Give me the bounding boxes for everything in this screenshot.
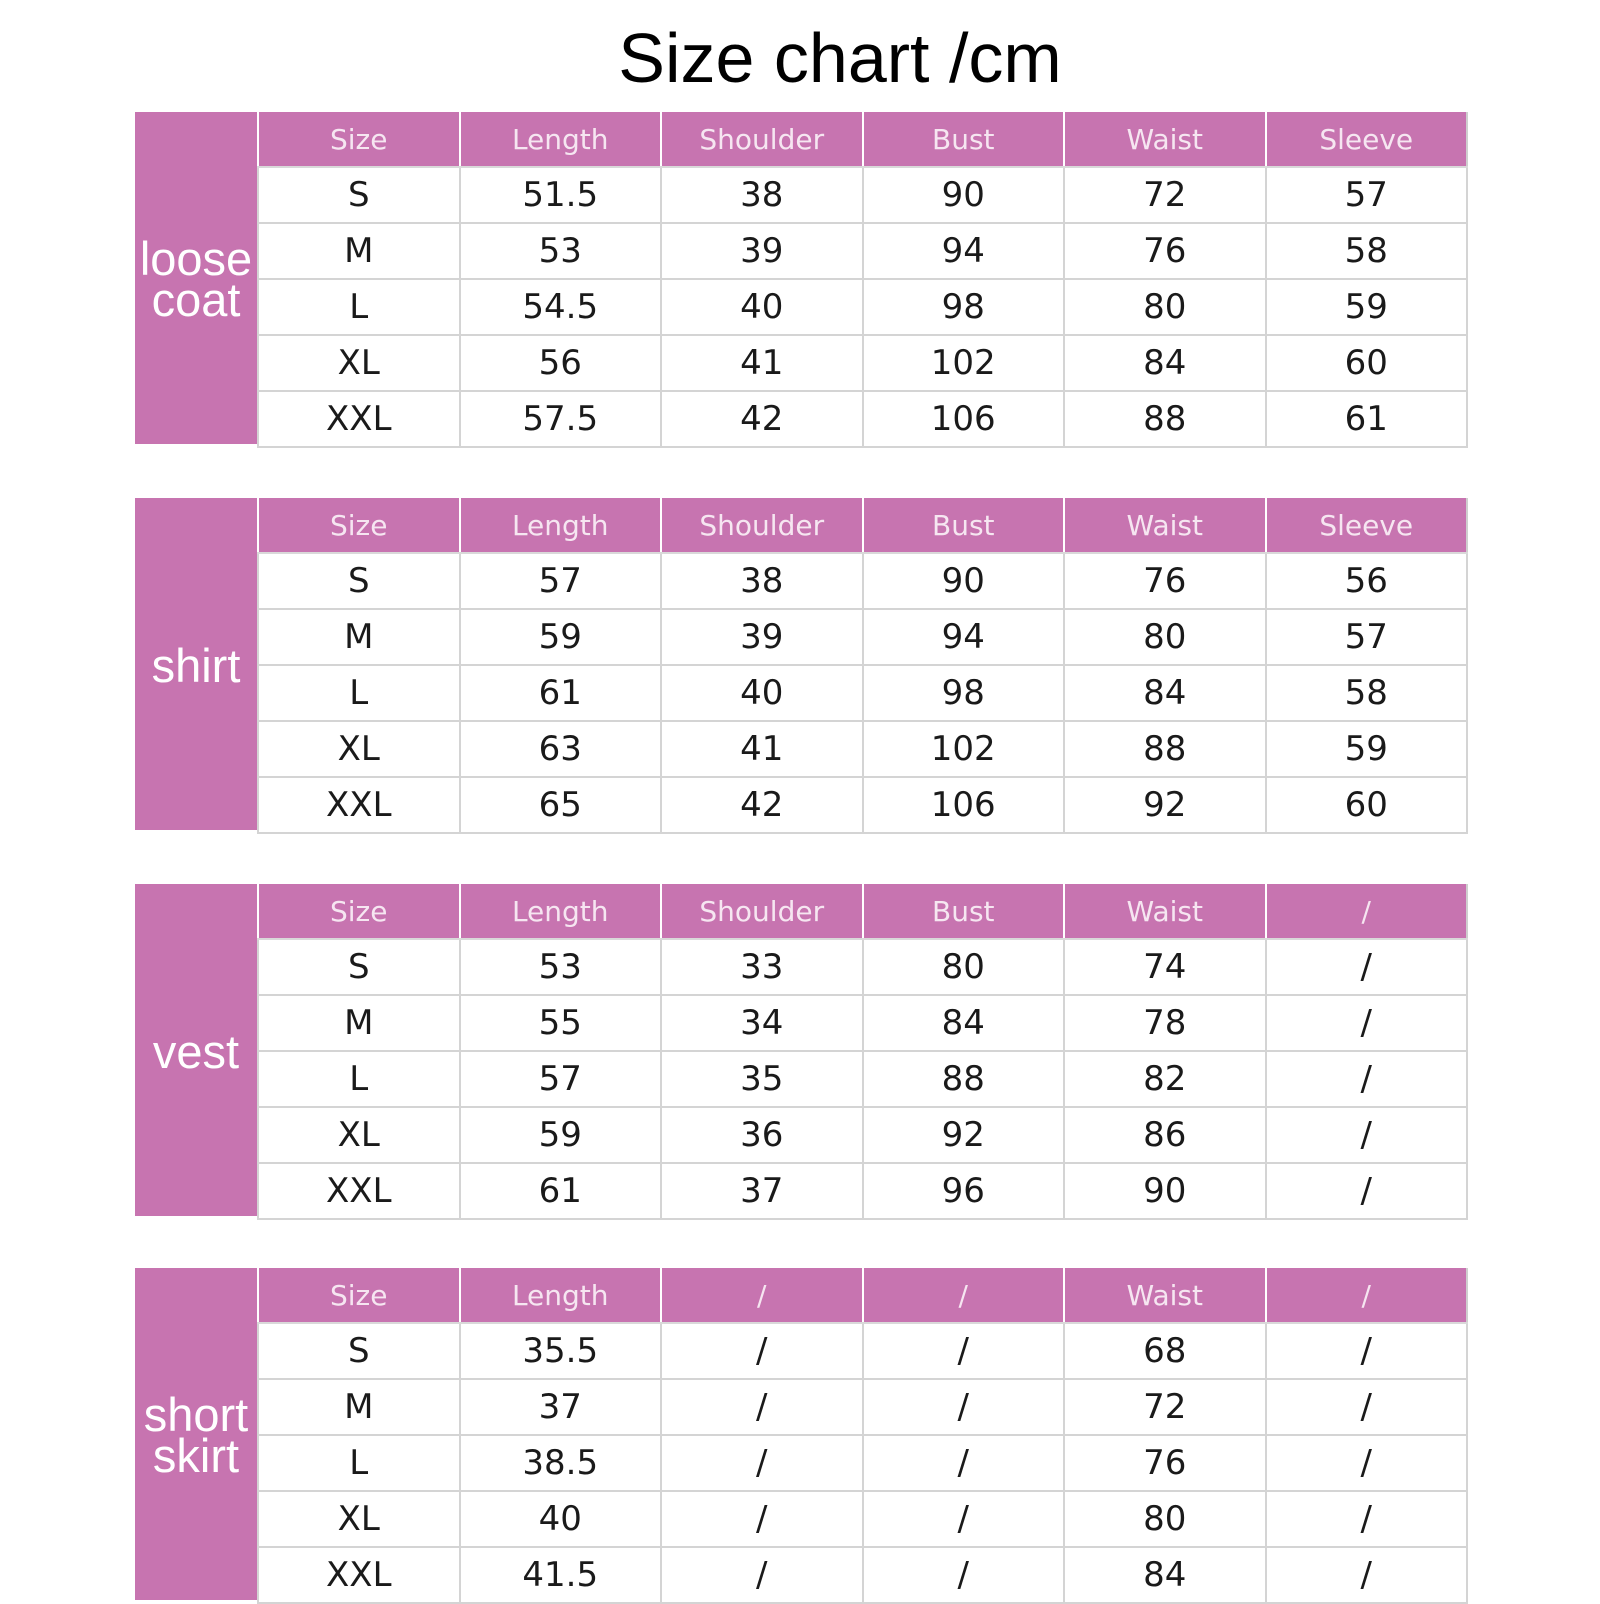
column-header: Waist — [1064, 112, 1266, 167]
column-header: Waist — [1064, 884, 1266, 939]
table-row — [258, 1547, 1467, 1603]
table-cell: / — [1266, 1051, 1468, 1107]
table-row — [258, 1435, 1467, 1491]
table-cell: 53 — [460, 939, 662, 995]
table-row — [258, 1051, 1467, 1107]
table-cell: 57.5 — [460, 391, 662, 447]
table-row — [258, 777, 1467, 833]
table-cell: 84 — [1064, 665, 1266, 721]
table-cell: 59 — [460, 1107, 662, 1163]
table-cell: XXL — [258, 1547, 460, 1603]
table-cell: M — [258, 1379, 460, 1435]
table-cell: 98 — [863, 279, 1065, 335]
column-header: / — [1266, 884, 1468, 939]
size-table-block-short-skirt — [135, 1268, 1468, 1600]
table-cell: 61 — [460, 665, 662, 721]
table-cell: 94 — [863, 609, 1065, 665]
table-cell: M — [258, 223, 460, 279]
table-cell: 80 — [1064, 609, 1266, 665]
table-row — [258, 335, 1467, 391]
table-cell: 90 — [1064, 1163, 1266, 1219]
table-cell: 74 — [1064, 939, 1266, 995]
table-cell: 60 — [1266, 335, 1468, 391]
table-cell: S — [258, 939, 460, 995]
column-header: Length — [460, 884, 662, 939]
table-cell: 86 — [1064, 1107, 1266, 1163]
table-cell: 72 — [1064, 167, 1266, 223]
table-cell: 90 — [863, 553, 1065, 609]
column-header: Bust — [863, 498, 1065, 553]
table-cell: / — [1266, 995, 1468, 1051]
column-header: Sleeve — [1266, 498, 1468, 553]
table-header-row — [258, 884, 1467, 939]
table-cell: 76 — [1064, 553, 1266, 609]
table-cell: 56 — [460, 335, 662, 391]
table-cell: XXL — [258, 391, 460, 447]
column-header: Length — [460, 498, 662, 553]
table-cell: 55 — [460, 995, 662, 1051]
table-cell: XL — [258, 1107, 460, 1163]
table-cell: 84 — [1064, 335, 1266, 391]
size-table — [257, 1268, 1468, 1604]
block-label: vest — [135, 884, 257, 1216]
table-cell: 57 — [1266, 167, 1468, 223]
table-cell: 35.5 — [460, 1323, 662, 1379]
table-cell: 80 — [1064, 1491, 1266, 1547]
table-cell: / — [661, 1491, 863, 1547]
column-header: Sleeve — [1266, 112, 1468, 167]
table-cell: L — [258, 279, 460, 335]
table-cell: 56 — [1266, 553, 1468, 609]
table-cell: S — [258, 167, 460, 223]
block-label: shirt — [135, 498, 257, 830]
table-cell: 40 — [460, 1491, 662, 1547]
column-header: Size — [258, 1268, 460, 1323]
table-cell: 90 — [863, 167, 1065, 223]
table-cell: / — [1266, 1435, 1468, 1491]
table-cell: 68 — [1064, 1323, 1266, 1379]
table-cell: 98 — [863, 665, 1065, 721]
table-cell: 84 — [863, 995, 1065, 1051]
table-cell: 33 — [661, 939, 863, 995]
size-table-block-loose-coat — [135, 112, 1468, 444]
table-cell: 39 — [661, 609, 863, 665]
table-cell: 35 — [661, 1051, 863, 1107]
column-header: Size — [258, 884, 460, 939]
table-cell: 40 — [661, 665, 863, 721]
column-header: Shoulder — [661, 112, 863, 167]
table-cell: 39 — [661, 223, 863, 279]
column-header: Waist — [1064, 1268, 1266, 1323]
table-cell: 41.5 — [460, 1547, 662, 1603]
table-cell: 60 — [1266, 777, 1468, 833]
block-label: short skirt — [135, 1268, 257, 1600]
table-cell: 53 — [460, 223, 662, 279]
table-cell: 51.5 — [460, 167, 662, 223]
size-table — [257, 498, 1468, 834]
column-header: / — [863, 1268, 1065, 1323]
table-cell: / — [661, 1323, 863, 1379]
table-cell: S — [258, 553, 460, 609]
table-cell: 106 — [863, 391, 1065, 447]
table-cell: 82 — [1064, 1051, 1266, 1107]
table-cell: 102 — [863, 335, 1065, 391]
table-cell: 36 — [661, 1107, 863, 1163]
table-cell: 59 — [460, 609, 662, 665]
table-cell: 38 — [661, 553, 863, 609]
table-cell: 76 — [1064, 1435, 1266, 1491]
table-cell: / — [863, 1379, 1065, 1435]
table-row — [258, 1107, 1467, 1163]
table-cell: / — [1266, 939, 1468, 995]
table-row — [258, 939, 1467, 995]
table-cell: 63 — [460, 721, 662, 777]
table-cell: / — [1266, 1323, 1468, 1379]
table-cell: L — [258, 665, 460, 721]
table-cell: M — [258, 995, 460, 1051]
table-header-row — [258, 1268, 1467, 1323]
table-row — [258, 391, 1467, 447]
table-cell: M — [258, 609, 460, 665]
table-cell: 102 — [863, 721, 1065, 777]
table-cell: 41 — [661, 721, 863, 777]
table-row — [258, 1323, 1467, 1379]
table-row — [258, 1491, 1467, 1547]
table-cell: 80 — [1064, 279, 1266, 335]
table-cell: 72 — [1064, 1379, 1266, 1435]
table-cell: 57 — [460, 553, 662, 609]
table-cell: 41 — [661, 335, 863, 391]
table-cell: / — [1266, 1379, 1468, 1435]
table-cell: 88 — [1064, 721, 1266, 777]
table-row — [258, 167, 1467, 223]
table-row — [258, 553, 1467, 609]
table-row — [258, 1379, 1467, 1435]
table-cell: 88 — [863, 1051, 1065, 1107]
table-row — [258, 279, 1467, 335]
table-cell: XXL — [258, 1163, 460, 1219]
table-cell: XXL — [258, 777, 460, 833]
table-row — [258, 665, 1467, 721]
table-cell: 92 — [863, 1107, 1065, 1163]
table-cell: L — [258, 1051, 460, 1107]
table-cell: 59 — [1266, 279, 1468, 335]
table-cell: XL — [258, 1491, 460, 1547]
table-cell: 80 — [863, 939, 1065, 995]
table-cell: XL — [258, 721, 460, 777]
table-header-row — [258, 112, 1467, 167]
table-cell: 65 — [460, 777, 662, 833]
table-row — [258, 1163, 1467, 1219]
table-cell: 76 — [1064, 223, 1266, 279]
table-cell: / — [1266, 1491, 1468, 1547]
table-cell: 37 — [661, 1163, 863, 1219]
column-header: / — [1266, 1268, 1468, 1323]
table-cell: 42 — [661, 777, 863, 833]
table-cell: 58 — [1266, 223, 1468, 279]
table-cell: / — [1266, 1107, 1468, 1163]
column-header: Shoulder — [661, 498, 863, 553]
table-cell: 57 — [460, 1051, 662, 1107]
page-title: Size chart /cm — [618, 19, 1062, 97]
column-header: Bust — [863, 884, 1065, 939]
column-header: Size — [258, 112, 460, 167]
table-cell: 96 — [863, 1163, 1065, 1219]
table-cell: 37 — [460, 1379, 662, 1435]
table-cell: 94 — [863, 223, 1065, 279]
table-cell: / — [863, 1435, 1065, 1491]
table-cell: 92 — [1064, 777, 1266, 833]
table-cell: / — [1266, 1547, 1468, 1603]
table-cell: 88 — [1064, 391, 1266, 447]
table-row — [258, 721, 1467, 777]
table-row — [258, 995, 1467, 1051]
table-cell: / — [863, 1491, 1065, 1547]
table-cell: / — [661, 1435, 863, 1491]
table-cell: 106 — [863, 777, 1065, 833]
table-header-row — [258, 498, 1467, 553]
table-cell: 34 — [661, 995, 863, 1051]
table-cell: 84 — [1064, 1547, 1266, 1603]
table-cell: / — [661, 1547, 863, 1603]
size-table-block-vest — [135, 884, 1468, 1216]
column-header: Size — [258, 498, 460, 553]
table-cell: 54.5 — [460, 279, 662, 335]
table-cell: 38.5 — [460, 1435, 662, 1491]
table-cell: XL — [258, 335, 460, 391]
table-cell: 57 — [1266, 609, 1468, 665]
table-cell: / — [863, 1547, 1065, 1603]
column-header: Shoulder — [661, 884, 863, 939]
table-cell: / — [863, 1323, 1065, 1379]
table-cell: / — [1266, 1163, 1468, 1219]
table-cell: 61 — [1266, 391, 1468, 447]
table-cell: 40 — [661, 279, 863, 335]
table-cell: 61 — [460, 1163, 662, 1219]
block-label: loose coat — [135, 112, 257, 444]
size-table-block-shirt — [135, 498, 1468, 830]
column-header: / — [661, 1268, 863, 1323]
column-header: Bust — [863, 112, 1065, 167]
table-cell: / — [661, 1379, 863, 1435]
table-cell: L — [258, 1435, 460, 1491]
column-header: Length — [460, 112, 662, 167]
table-cell: 78 — [1064, 995, 1266, 1051]
table-cell: 58 — [1266, 665, 1468, 721]
table-row — [258, 223, 1467, 279]
table-cell: 59 — [1266, 721, 1468, 777]
size-table — [257, 112, 1468, 448]
table-cell: 42 — [661, 391, 863, 447]
size-table — [257, 884, 1468, 1220]
table-cell: S — [258, 1323, 460, 1379]
column-header: Waist — [1064, 498, 1266, 553]
table-row — [258, 609, 1467, 665]
column-header: Length — [460, 1268, 662, 1323]
table-cell: 38 — [661, 167, 863, 223]
